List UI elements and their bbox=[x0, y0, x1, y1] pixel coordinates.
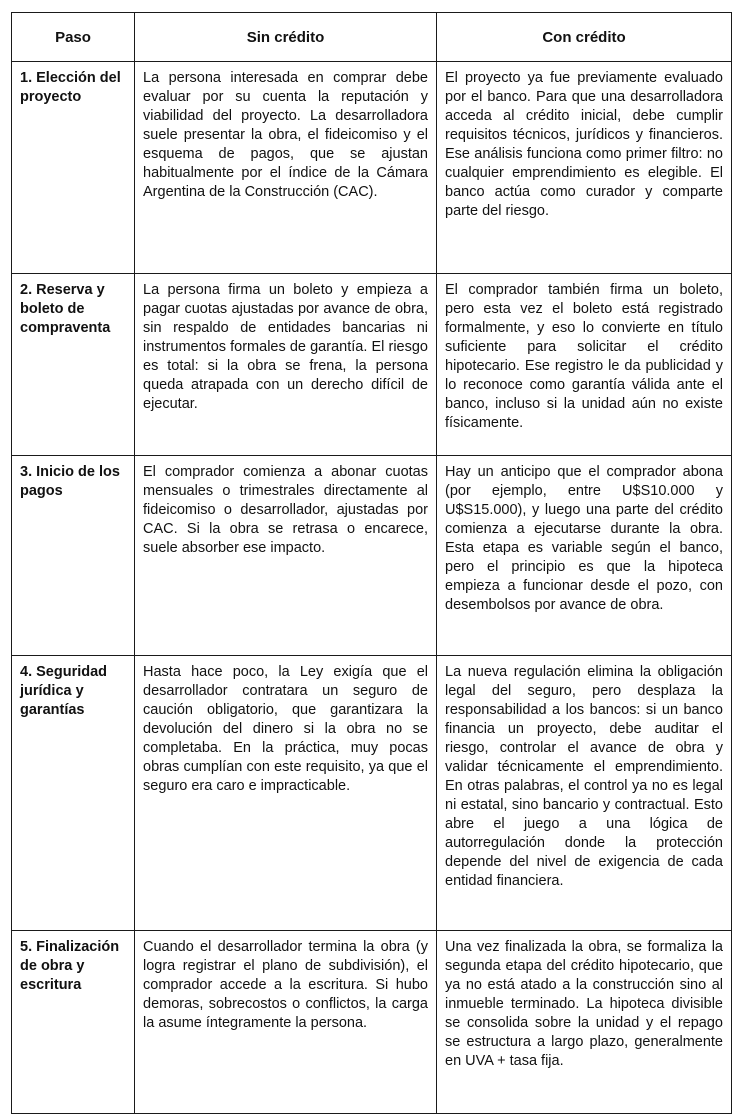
table-row bbox=[12, 456, 732, 656]
header-paso: Paso bbox=[12, 13, 135, 62]
step-cell: 2. Reserva y boleto de compraventa bbox=[12, 274, 135, 456]
sin-credito-cell: El comprador comienza a abonar cuotas mensuales o trimestrales directamente al fideicomiso o desarrollador, ajustadas por CAC. Si la obra se retrasa o encarece, suele absorber ese impacto. bbox=[135, 456, 437, 656]
con-credito-cell: Una vez finalizada la obra, se formaliza la segunda etapa del crédito hipotecario, que ya no está atado a la construcción sino al inmueble terminado. La hipoteca divisible se consolida sobre la unidad y el repago se estructura a largo plazo, generalmente en UVA + tasa fija. bbox=[437, 931, 732, 1114]
sin-credito-cell: Cuando el desarrollador termina la obra (y logra registrar el plano de subdivisión), el comprador accede a la escritura. Si hubo demoras, sobrecostos o conflictos, la carga la asume íntegramente la persona. bbox=[135, 931, 437, 1114]
comparison-table bbox=[11, 12, 732, 1114]
table-body bbox=[12, 62, 732, 1114]
sin-credito-cell: Hasta hace poco, la Ley exigía que el desarrollador contratara un seguro de caución obligatorio, que garantizara la devolución del dinero si la obra no se completaba. En la práctica, muy pocas obras cumplían con este requisito, ya que el seguro era caro e impracticable. bbox=[135, 656, 437, 931]
header-con-credito: Con crédito bbox=[437, 13, 732, 62]
con-credito-cell: Hay un anticipo que el comprador abona (por ejemplo, entre U$S10.000 y U$S15.000), y luego una parte del crédito comienza a ejecutarse durante la obra. Esta etapa es variable según el banco, pero el principio es que la hipoteca empieza a funcionar desde el pozo, con desembolsos por avance de obra. bbox=[437, 456, 732, 656]
con-credito-cell: El comprador también firma un boleto, pero esta vez el boleto está registrado formalmente, y eso lo convierte en título suficiente para solicitar el crédito hipotecario. Ese registro le da publicidad y lo reconoce como garantía válida ante el banco, incluso si la unidad aún no existe físicamente. bbox=[437, 274, 732, 456]
header-row bbox=[12, 13, 732, 62]
table-row bbox=[12, 274, 732, 456]
header-sin-credito: Sin crédito bbox=[135, 13, 437, 62]
table-header bbox=[12, 13, 732, 62]
table-row bbox=[12, 931, 732, 1114]
sin-credito-cell: La persona firma un boleto y empieza a pagar cuotas ajustadas por avance de obra, sin respaldo de entidades bancarias ni instrumentos formales de garantía. El riesgo es total: si la obra se frena, la persona queda atrapada con un derecho difícil de ejecutar. bbox=[135, 274, 437, 456]
step-cell: 1. Elección del proyecto bbox=[12, 62, 135, 274]
sin-credito-cell: La persona interesada en comprar debe evaluar por su cuenta la reputación y viabilidad del proyecto. La desarrolladora suele presentar la obra, el fideicomiso y el esquema de pagos, que se ajustan habitualmente por el índice de la Cámara Argentina de la Construcción (CAC). bbox=[135, 62, 437, 274]
con-credito-cell: La nueva regulación elimina la obligación legal del seguro, pero desplaza la responsabilidad a los bancos: si un banco financia un proyecto, debe auditar el riesgo, controlar el avance de obra y validar técnicamente el emprendimiento. En otras palabras, el control ya no es legal ni estatal, sino bancario y contractual. Esto abre el juego a una lógica de autorregulación donde la protección depende del nivel de exigencia de cada entidad financiera. bbox=[437, 656, 732, 931]
step-cell: 3. Inicio de los pagos bbox=[12, 456, 135, 656]
table-row bbox=[12, 656, 732, 931]
con-credito-cell: El proyecto ya fue previamente evaluado por el banco. Para que una desarrolladora acceda al crédito inicial, debe cumplir requisitos técnicos, jurídicos y financieros. Ese análisis funciona como primer filtro: no cualquier emprendimiento es elegible. El banco actúa como curador y comparte parte del riesgo. bbox=[437, 62, 732, 274]
step-cell: 4. Seguridad jurídica y garantías bbox=[12, 656, 135, 931]
step-cell: 5. Finalización de obra y escritura bbox=[12, 931, 135, 1114]
table-row bbox=[12, 62, 732, 274]
